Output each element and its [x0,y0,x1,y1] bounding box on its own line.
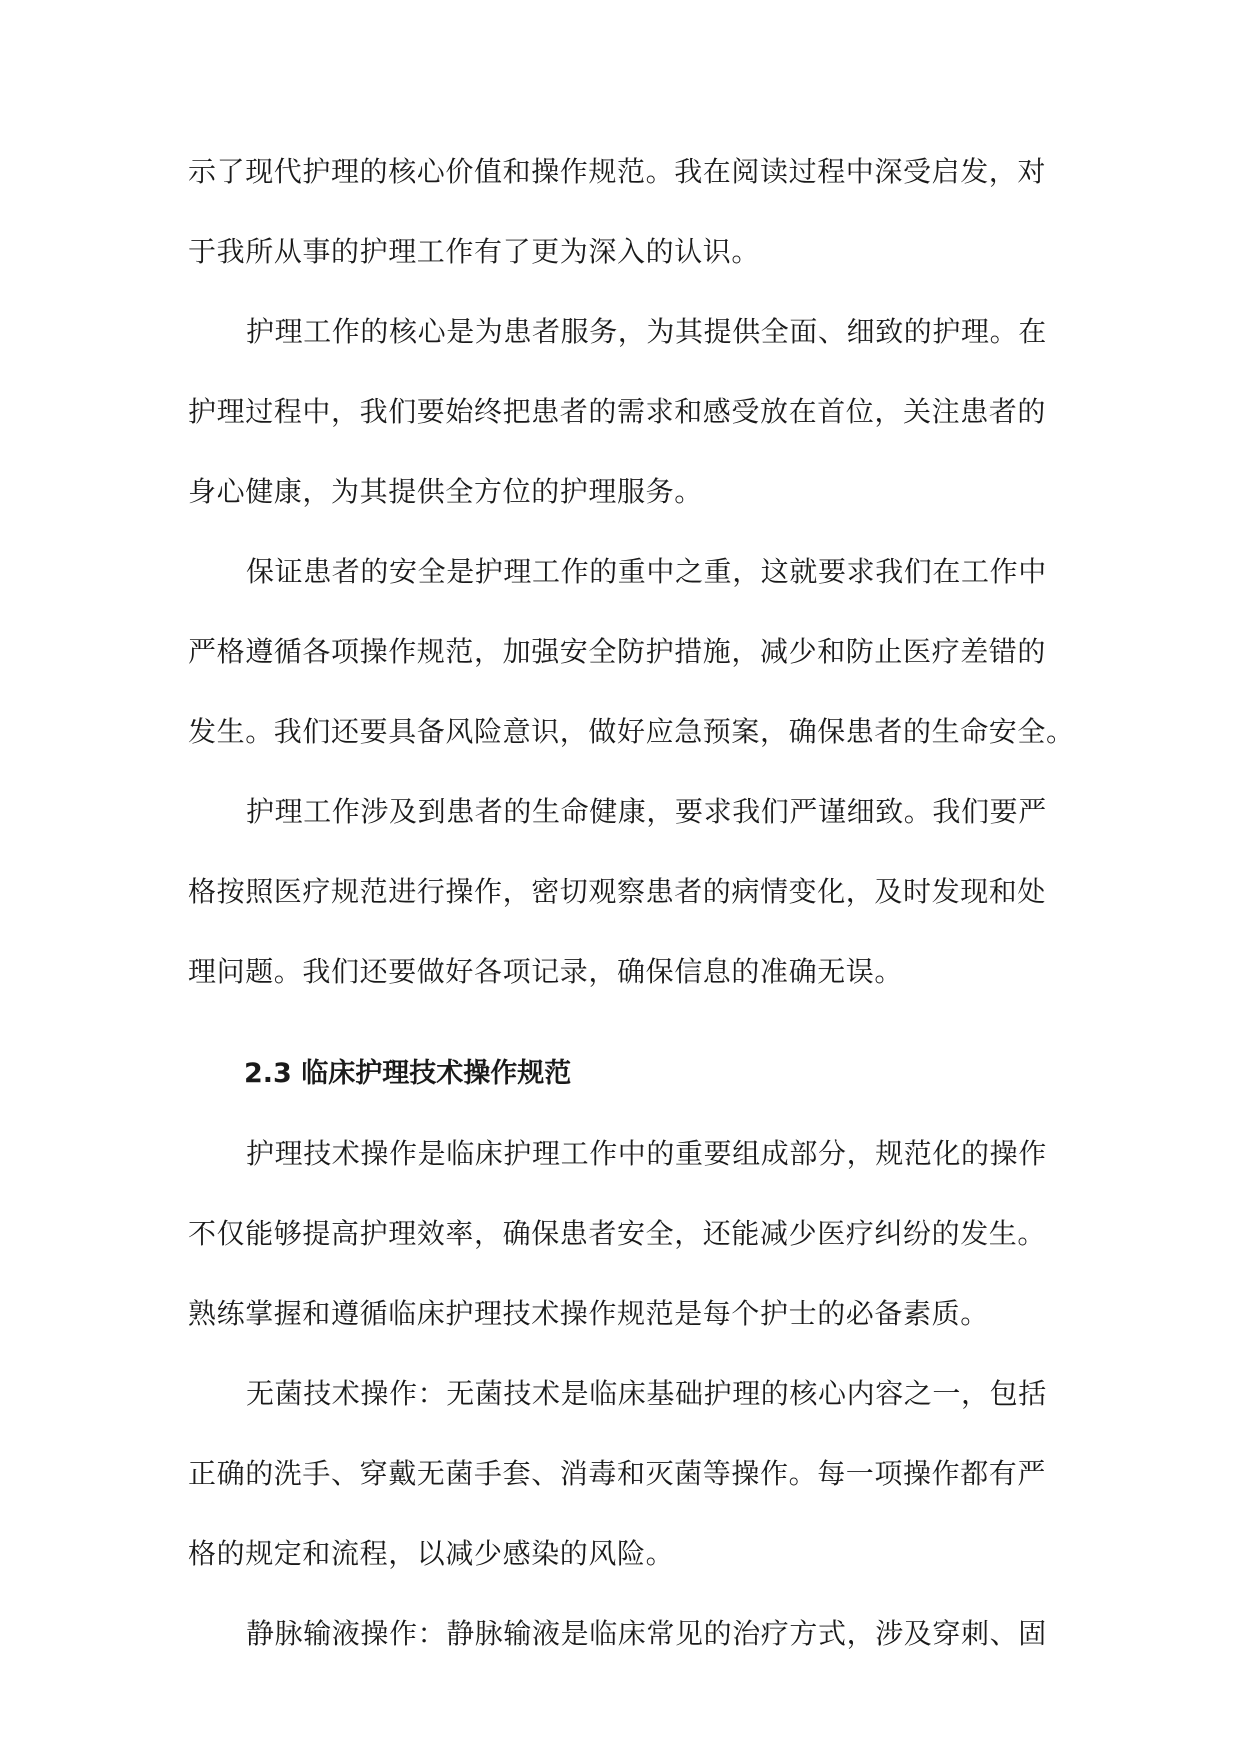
paragraph-first-line: 护理工作的核心是为患者服务，为其提供全面、细致的护理。在 [246,315,1047,348]
section-heading: 2.3 临床护理技术操作规范 [244,1058,572,1089]
body-line: 理问题。我们还要做好各项记录，确保信息的准确无误。 [188,955,904,988]
paragraph-first-line: 无菌技术操作：无菌技术是临床基础护理的核心内容之一，包括 [246,1377,1047,1410]
body-line: 护理过程中，我们要始终把患者的需求和感受放在首位，关注患者的 [188,395,1047,428]
body-line: 格按照医疗规范进行操作，密切观察患者的病情变化，及时发现和处 [188,875,1047,908]
paragraph-first-line: 护理技术操作是临床护理工作中的重要组成部分，规范化的操作 [246,1137,1047,1170]
body-line: 身心健康，为其提供全方位的护理服务。 [188,475,703,508]
body-line: 严格遵循各项操作规范，加强安全防护措施，减少和防止医疗差错的 [188,635,1047,668]
paragraph-first-line: 保证患者的安全是护理工作的重中之重，这就要求我们在工作中 [246,555,1047,588]
body-line: 不仅能够提高护理效率，确保患者安全，还能减少医疗纠纷的发生。 [188,1217,1047,1250]
body-line: 于我所从事的护理工作有了更为深入的认识。 [188,235,761,268]
body-line: 正确的洗手、穿戴无菌手套、消毒和灭菌等操作。每一项操作都有严 [188,1457,1047,1490]
paragraph-first-line: 静脉输液操作：静脉输液是临床常见的治疗方式，涉及穿刺、固 [246,1617,1047,1650]
body-line: 熟练掌握和遵循临床护理技术操作规范是每个护士的必备素质。 [188,1297,989,1330]
paragraph-first-line: 护理工作涉及到患者的生命健康，要求我们严谨细致。我们要严 [246,795,1047,828]
body-line: 发生。我们还要具备风险意识，做好应急预案，确保患者的生命安全。 [188,715,1075,748]
body-line: 格的规定和流程，以减少感染的风险。 [188,1537,675,1570]
body-line: 示了现代护理的核心价值和操作规范。我在阅读过程中深受启发，对 [188,155,1047,188]
